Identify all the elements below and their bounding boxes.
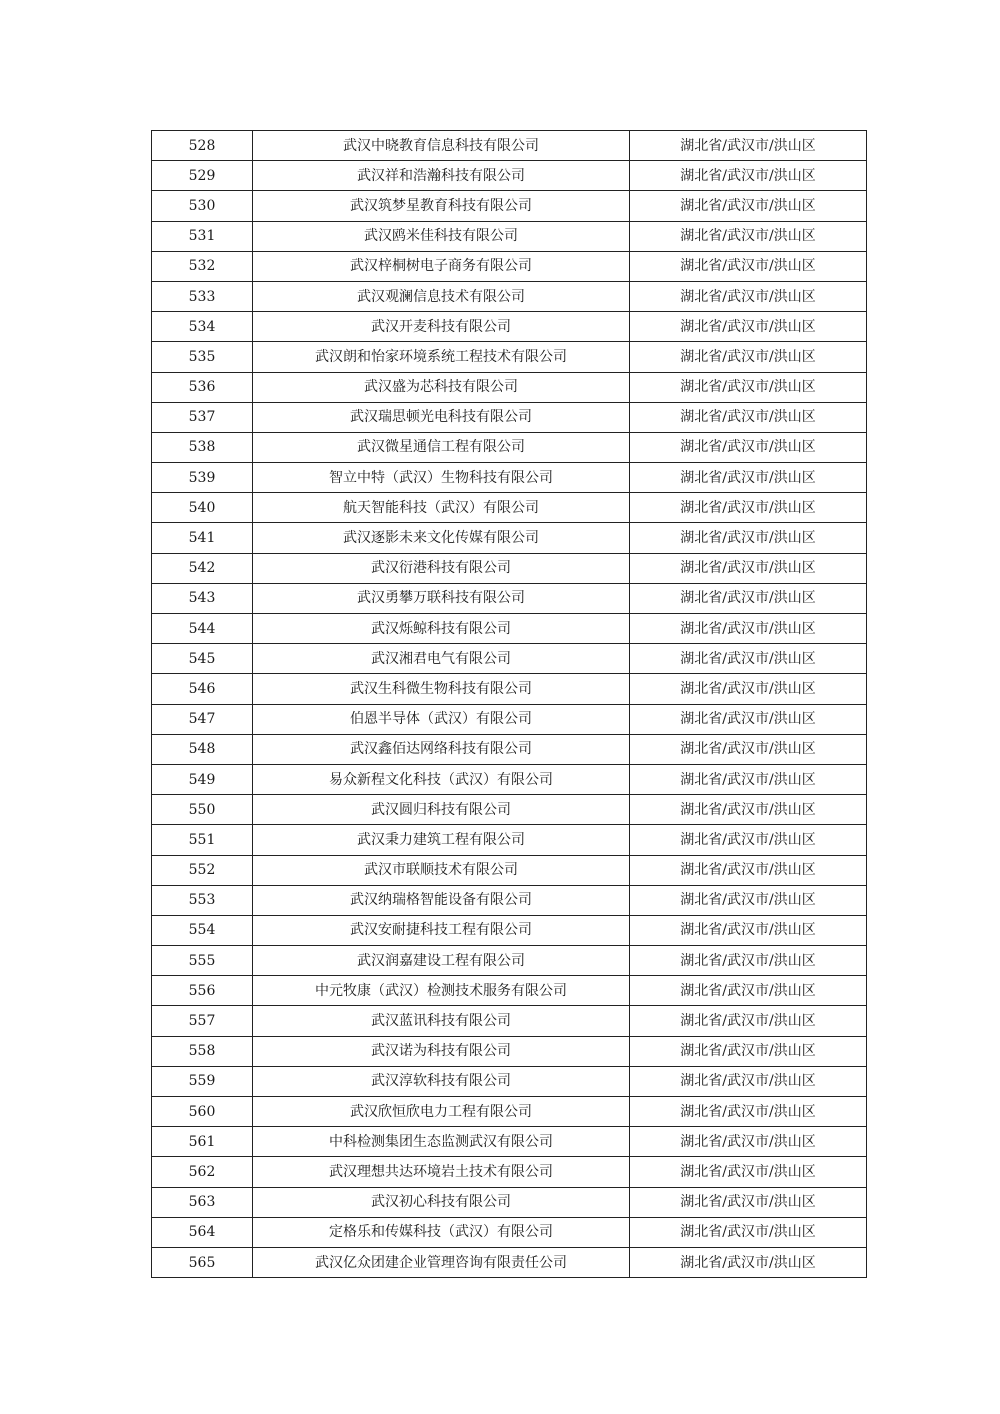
row-number-cell: 533 bbox=[152, 281, 253, 311]
row-number-cell: 537 bbox=[152, 402, 253, 432]
company-name-cell: 伯恩半导体（武汉）有限公司 bbox=[253, 704, 630, 734]
location-cell: 湖北省/武汉市/洪山区 bbox=[630, 493, 867, 523]
row-number-cell: 562 bbox=[152, 1157, 253, 1187]
location-cell: 湖北省/武汉市/洪山区 bbox=[630, 1066, 867, 1096]
location-cell: 湖北省/武汉市/洪山区 bbox=[630, 915, 867, 945]
location-cell: 湖北省/武汉市/洪山区 bbox=[630, 432, 867, 462]
location-cell: 湖北省/武汉市/洪山区 bbox=[630, 1247, 867, 1277]
table-row bbox=[152, 1066, 867, 1096]
table-row bbox=[152, 674, 867, 704]
location-cell: 湖北省/武汉市/洪山区 bbox=[630, 1217, 867, 1247]
row-number-cell: 534 bbox=[152, 312, 253, 342]
location-cell: 湖北省/武汉市/洪山区 bbox=[630, 614, 867, 644]
table-row bbox=[152, 915, 867, 945]
location-cell: 湖北省/武汉市/洪山区 bbox=[630, 372, 867, 402]
row-number-cell: 564 bbox=[152, 1217, 253, 1247]
company-name-cell: 武汉盛为芯科技有限公司 bbox=[253, 372, 630, 402]
row-number-cell: 565 bbox=[152, 1247, 253, 1277]
table-row bbox=[152, 312, 867, 342]
table-row bbox=[152, 432, 867, 462]
row-number-cell: 543 bbox=[152, 583, 253, 613]
company-name-cell: 武汉淳软科技有限公司 bbox=[253, 1066, 630, 1096]
table-row bbox=[152, 402, 867, 432]
row-number-cell: 553 bbox=[152, 885, 253, 915]
row-number-cell: 530 bbox=[152, 191, 253, 221]
table-row bbox=[152, 191, 867, 221]
company-name-cell: 中元牧康（武汉）检测技术服务有限公司 bbox=[253, 976, 630, 1006]
table-row bbox=[152, 795, 867, 825]
table-row bbox=[152, 764, 867, 794]
company-name-cell: 武汉烁鲸科技有限公司 bbox=[253, 614, 630, 644]
table-row bbox=[152, 161, 867, 191]
row-number-cell: 549 bbox=[152, 764, 253, 794]
row-number-cell: 545 bbox=[152, 644, 253, 674]
location-cell: 湖北省/武汉市/洪山区 bbox=[630, 161, 867, 191]
company-name-cell: 武汉市联顺技术有限公司 bbox=[253, 855, 630, 885]
company-name-cell: 武汉逐影未来文化传媒有限公司 bbox=[253, 523, 630, 553]
company-name-cell: 武汉生科微生物科技有限公司 bbox=[253, 674, 630, 704]
company-name-cell: 武汉湘君电气有限公司 bbox=[253, 644, 630, 674]
table-row bbox=[152, 1006, 867, 1036]
location-cell: 湖北省/武汉市/洪山区 bbox=[630, 946, 867, 976]
row-number-cell: 532 bbox=[152, 251, 253, 281]
row-number-cell: 559 bbox=[152, 1066, 253, 1096]
table-row bbox=[152, 1247, 867, 1277]
company-name-cell: 武汉欣恒欣电力工程有限公司 bbox=[253, 1097, 630, 1127]
company-name-cell: 武汉中晓教育信息科技有限公司 bbox=[253, 131, 630, 161]
company-name-cell: 武汉鑫佰达网络科技有限公司 bbox=[253, 734, 630, 764]
table-row bbox=[152, 251, 867, 281]
location-cell: 湖北省/武汉市/洪山区 bbox=[630, 764, 867, 794]
location-cell: 湖北省/武汉市/洪山区 bbox=[630, 704, 867, 734]
location-cell: 湖北省/武汉市/洪山区 bbox=[630, 674, 867, 704]
row-number-cell: 540 bbox=[152, 493, 253, 523]
company-name-cell: 武汉衍港科技有限公司 bbox=[253, 553, 630, 583]
location-cell: 湖北省/武汉市/洪山区 bbox=[630, 1157, 867, 1187]
location-cell: 湖北省/武汉市/洪山区 bbox=[630, 1127, 867, 1157]
company-name-cell: 武汉观澜信息技术有限公司 bbox=[253, 281, 630, 311]
row-number-cell: 548 bbox=[152, 734, 253, 764]
company-table-body bbox=[152, 131, 867, 1278]
location-cell: 湖北省/武汉市/洪山区 bbox=[630, 281, 867, 311]
company-name-cell: 定格乐和传媒科技（武汉）有限公司 bbox=[253, 1217, 630, 1247]
company-name-cell: 武汉筑梦星教育科技有限公司 bbox=[253, 191, 630, 221]
row-number-cell: 546 bbox=[152, 674, 253, 704]
company-name-cell: 武汉朗和怡家环境系统工程技术有限公司 bbox=[253, 342, 630, 372]
company-name-cell: 武汉勇攀万联科技有限公司 bbox=[253, 583, 630, 613]
location-cell: 湖北省/武汉市/洪山区 bbox=[630, 825, 867, 855]
company-name-cell: 武汉润嘉建设工程有限公司 bbox=[253, 946, 630, 976]
company-name-cell: 武汉初心科技有限公司 bbox=[253, 1187, 630, 1217]
location-cell: 湖北省/武汉市/洪山区 bbox=[630, 795, 867, 825]
company-name-cell: 武汉安耐捷科技工程有限公司 bbox=[253, 915, 630, 945]
company-name-cell: 武汉瑞思顿光电科技有限公司 bbox=[253, 402, 630, 432]
company-name-cell: 武汉诺为科技有限公司 bbox=[253, 1036, 630, 1066]
row-number-cell: 547 bbox=[152, 704, 253, 734]
location-cell: 湖北省/武汉市/洪山区 bbox=[630, 1097, 867, 1127]
row-number-cell: 535 bbox=[152, 342, 253, 372]
table-row bbox=[152, 976, 867, 1006]
table-row bbox=[152, 583, 867, 613]
table-row bbox=[152, 704, 867, 734]
table-row bbox=[152, 342, 867, 372]
location-cell: 湖北省/武汉市/洪山区 bbox=[630, 583, 867, 613]
location-cell: 湖北省/武汉市/洪山区 bbox=[630, 221, 867, 251]
company-name-cell: 武汉纳瑞格智能设备有限公司 bbox=[253, 885, 630, 915]
table-row bbox=[152, 493, 867, 523]
company-name-cell: 武汉梓桐树电子商务有限公司 bbox=[253, 251, 630, 281]
table-row bbox=[152, 463, 867, 493]
company-name-cell: 航天智能科技（武汉）有限公司 bbox=[253, 493, 630, 523]
table-row bbox=[152, 885, 867, 915]
row-number-cell: 541 bbox=[152, 523, 253, 553]
table-row bbox=[152, 614, 867, 644]
table-row bbox=[152, 281, 867, 311]
table-row bbox=[152, 946, 867, 976]
row-number-cell: 542 bbox=[152, 553, 253, 583]
row-number-cell: 552 bbox=[152, 855, 253, 885]
table-row bbox=[152, 734, 867, 764]
location-cell: 湖北省/武汉市/洪山区 bbox=[630, 191, 867, 221]
location-cell: 湖北省/武汉市/洪山区 bbox=[630, 131, 867, 161]
table-row bbox=[152, 1217, 867, 1247]
location-cell: 湖北省/武汉市/洪山区 bbox=[630, 342, 867, 372]
company-name-cell: 武汉开麦科技有限公司 bbox=[253, 312, 630, 342]
location-cell: 湖北省/武汉市/洪山区 bbox=[630, 734, 867, 764]
table-row bbox=[152, 523, 867, 553]
row-number-cell: 550 bbox=[152, 795, 253, 825]
row-number-cell: 558 bbox=[152, 1036, 253, 1066]
company-name-cell: 中科检测集团生态监测武汉有限公司 bbox=[253, 1127, 630, 1157]
company-name-cell: 武汉微星通信工程有限公司 bbox=[253, 432, 630, 462]
row-number-cell: 551 bbox=[152, 825, 253, 855]
company-name-cell: 易众新程文化科技（武汉）有限公司 bbox=[253, 764, 630, 794]
location-cell: 湖北省/武汉市/洪山区 bbox=[630, 553, 867, 583]
table-row bbox=[152, 1187, 867, 1217]
row-number-cell: 536 bbox=[152, 372, 253, 402]
table-row bbox=[152, 1097, 867, 1127]
company-name-cell: 武汉蓝讯科技有限公司 bbox=[253, 1006, 630, 1036]
row-number-cell: 531 bbox=[152, 221, 253, 251]
table-row bbox=[152, 372, 867, 402]
location-cell: 湖北省/武汉市/洪山区 bbox=[630, 1036, 867, 1066]
company-table bbox=[151, 130, 867, 1278]
row-number-cell: 529 bbox=[152, 161, 253, 191]
location-cell: 湖北省/武汉市/洪山区 bbox=[630, 251, 867, 281]
location-cell: 湖北省/武汉市/洪山区 bbox=[630, 312, 867, 342]
location-cell: 湖北省/武汉市/洪山区 bbox=[630, 463, 867, 493]
table-row bbox=[152, 1036, 867, 1066]
row-number-cell: 538 bbox=[152, 432, 253, 462]
table-row bbox=[152, 131, 867, 161]
row-number-cell: 561 bbox=[152, 1127, 253, 1157]
company-name-cell: 武汉理想共达环境岩土技术有限公司 bbox=[253, 1157, 630, 1187]
table-row bbox=[152, 644, 867, 674]
table-row bbox=[152, 221, 867, 251]
table-row bbox=[152, 825, 867, 855]
table-row bbox=[152, 1127, 867, 1157]
table-row bbox=[152, 553, 867, 583]
row-number-cell: 563 bbox=[152, 1187, 253, 1217]
company-name-cell: 武汉秉力建筑工程有限公司 bbox=[253, 825, 630, 855]
location-cell: 湖北省/武汉市/洪山区 bbox=[630, 855, 867, 885]
company-name-cell: 武汉亿众团建企业管理咨询有限责任公司 bbox=[253, 1247, 630, 1277]
row-number-cell: 557 bbox=[152, 1006, 253, 1036]
row-number-cell: 539 bbox=[152, 463, 253, 493]
table-row bbox=[152, 855, 867, 885]
row-number-cell: 560 bbox=[152, 1097, 253, 1127]
row-number-cell: 556 bbox=[152, 976, 253, 1006]
company-name-cell: 智立中特（武汉）生物科技有限公司 bbox=[253, 463, 630, 493]
location-cell: 湖北省/武汉市/洪山区 bbox=[630, 1006, 867, 1036]
location-cell: 湖北省/武汉市/洪山区 bbox=[630, 885, 867, 915]
location-cell: 湖北省/武汉市/洪山区 bbox=[630, 402, 867, 432]
location-cell: 湖北省/武汉市/洪山区 bbox=[630, 523, 867, 553]
company-name-cell: 武汉鸥米佳科技有限公司 bbox=[253, 221, 630, 251]
table-row bbox=[152, 1157, 867, 1187]
company-name-cell: 武汉圆归科技有限公司 bbox=[253, 795, 630, 825]
location-cell: 湖北省/武汉市/洪山区 bbox=[630, 976, 867, 1006]
company-name-cell: 武汉祥和浩瀚科技有限公司 bbox=[253, 161, 630, 191]
location-cell: 湖北省/武汉市/洪山区 bbox=[630, 1187, 867, 1217]
row-number-cell: 554 bbox=[152, 915, 253, 945]
row-number-cell: 555 bbox=[152, 946, 253, 976]
row-number-cell: 544 bbox=[152, 614, 253, 644]
location-cell: 湖北省/武汉市/洪山区 bbox=[630, 644, 867, 674]
row-number-cell: 528 bbox=[152, 131, 253, 161]
